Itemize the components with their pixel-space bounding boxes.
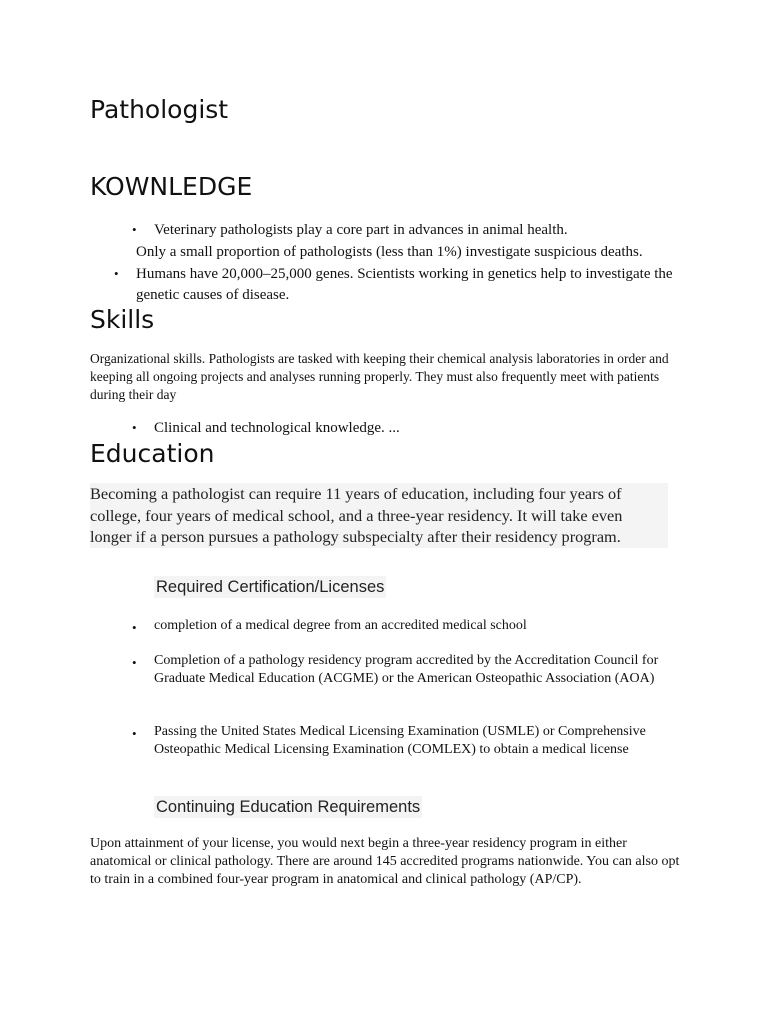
bullet-marker: • — [132, 420, 137, 435]
page-title: Pathologist — [90, 95, 229, 124]
cert-item: Passing the United States Medical Licensing Examination (USMLE) or Comprehensive Osteopathic Medical Licensing Examination (COMLEX) to obtain a medical license — [154, 724, 646, 757]
knowledge-heading: KOWNLEDGE — [90, 172, 253, 201]
continuing-education-paragraph: Upon attainment of your license, you would next begin a three-year residency program in either anatomical or clinical pathology. There are around 145 accredited programs nationwide. You can also opt to train in a combined four-year program in anatomical and clinical pathology (AP/CP). — [90, 836, 680, 887]
bullet-marker: • — [132, 222, 137, 237]
cert-item: completion of a medical degree from an accredited medical school — [154, 618, 527, 633]
bullet-marker: • — [132, 726, 137, 741]
bullet-marker: • — [114, 266, 119, 281]
certification-heading: Required Certification/Licenses — [156, 578, 385, 596]
skills-heading: Skills — [90, 305, 155, 334]
skills-bullet: Clinical and technological knowledge. ... — [154, 420, 400, 436]
cert-item: Completion of a pathology residency program accredited by the Accreditation Council for Graduate Medical Education (ACGME) or the American Osteopathic Association (AOA) — [154, 653, 659, 686]
education-heading: Education — [90, 439, 215, 468]
knowledge-line-2: Only a small proportion of pathologists (less than 1%) investigate suspicious deaths. — [136, 244, 643, 260]
education-intro: Becoming a pathologist can require 11 years of education, including four years of college, four years of medical school, and a three-year residency. It will take even longer if a person pursues a pathology subspecialty after their residency program. — [90, 483, 668, 548]
knowledge-bullet-2: Humans have 20,000–25,000 genes. Scientists working in genetics help to investigate the genetic causes of disease. — [136, 266, 673, 303]
bullet-marker: • — [132, 620, 137, 635]
continuing-education-heading: Continuing Education Requirements — [156, 798, 421, 816]
knowledge-bullet-1: Veterinary pathologists play a core part in advances in animal health. — [154, 222, 568, 238]
skills-paragraph: Organizational skills. Pathologists are tasked with keeping their chemical analysis laboratories in order and keeping all ongoing projects and analyses running properly. They must also frequently meet with patients during their day — [90, 351, 669, 402]
bullet-marker: • — [132, 655, 137, 670]
